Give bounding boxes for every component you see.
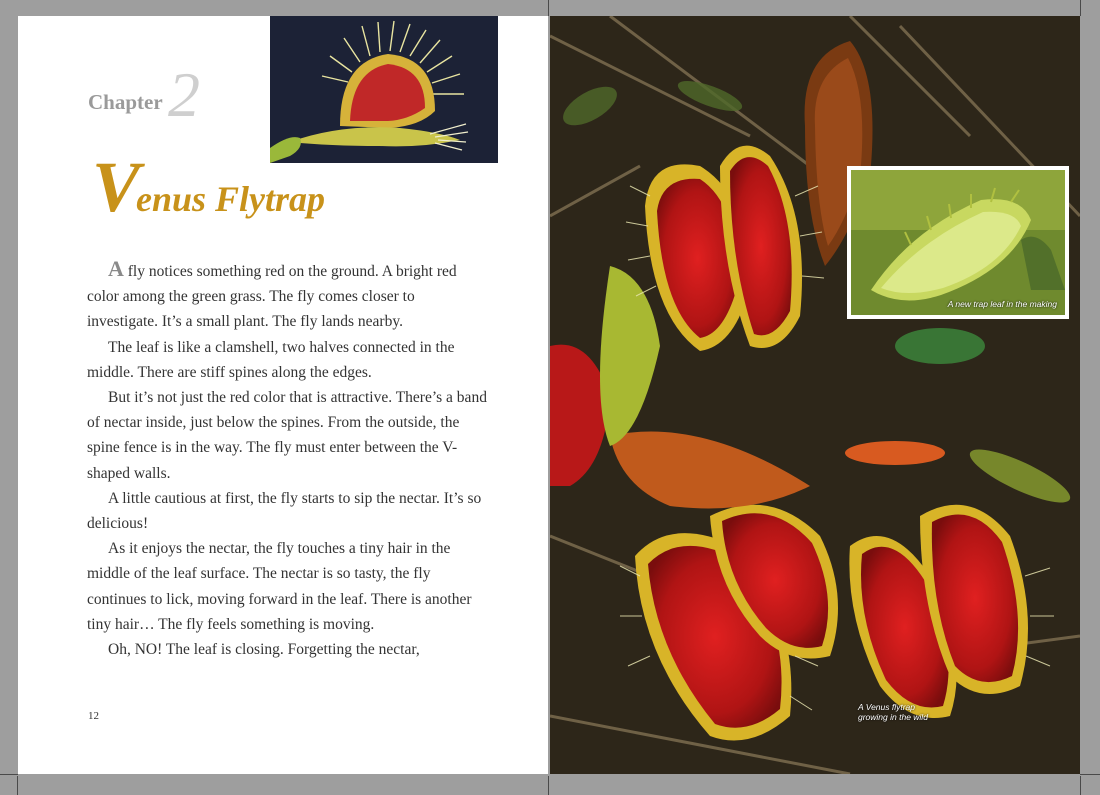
chapter-label: Chapter [88, 90, 163, 114]
right-page [550, 16, 1080, 774]
chapter-number: 2 [168, 59, 200, 130]
left-page [18, 16, 548, 774]
body-text [87, 256, 487, 662]
chapter-title: enus Flytrap [136, 179, 326, 219]
paragraph: But it’s not just the red color that is attractive. There’s a band of nectar inside, just below the spines. From the outside, the spine fence is in the way. The fly must enter between the V-shaped walls. [87, 389, 487, 482]
paragraph-text: fly notices something red on the ground. A bright red color among the green grass. The fly comes closer to investigate. It’s a small plant. The fly lands nearby. [87, 263, 457, 331]
paragraph: The leaf is like a clamshell, two halves connected in the middle. There are stiff spines along the edges. [87, 338, 455, 381]
crop-mark [1080, 774, 1100, 775]
dropcap: A [108, 256, 124, 281]
paragraph [87, 256, 487, 335]
paragraph: As it enjoys the nectar, the fly touches a tiny hair in the middle of the leaf surface. The nectar is so tasty, the fly continues to lick, moving forward in the leaf. There is another tiny hair… The fly feels something is moving. [87, 540, 472, 633]
title-initial-letter: V [92, 147, 141, 227]
crop-mark [1080, 776, 1081, 795]
crop-mark [0, 774, 18, 775]
crop-mark [548, 0, 549, 16]
paragraph: A little cautious at first, the fly starts to sip the nectar. It’s so delicious! [87, 489, 482, 533]
main-photo-caption [858, 702, 928, 722]
crop-mark [1080, 0, 1081, 16]
inset-caption: A new trap leaf in the making [947, 299, 1057, 309]
venus-flytraps-photo [550, 16, 1080, 774]
page-number: 12 [88, 710, 99, 722]
caption-line: growing in the wild [858, 712, 928, 722]
crop-mark [548, 776, 549, 795]
flytrap-closeup-photo [270, 16, 498, 163]
caption-line: A Venus flytrap [858, 702, 916, 712]
paragraph: Oh, NO! The leaf is closing. Forgetting the nectar, [108, 641, 420, 659]
new-trap-leaf-photo [847, 166, 1069, 319]
crop-mark [17, 776, 18, 795]
